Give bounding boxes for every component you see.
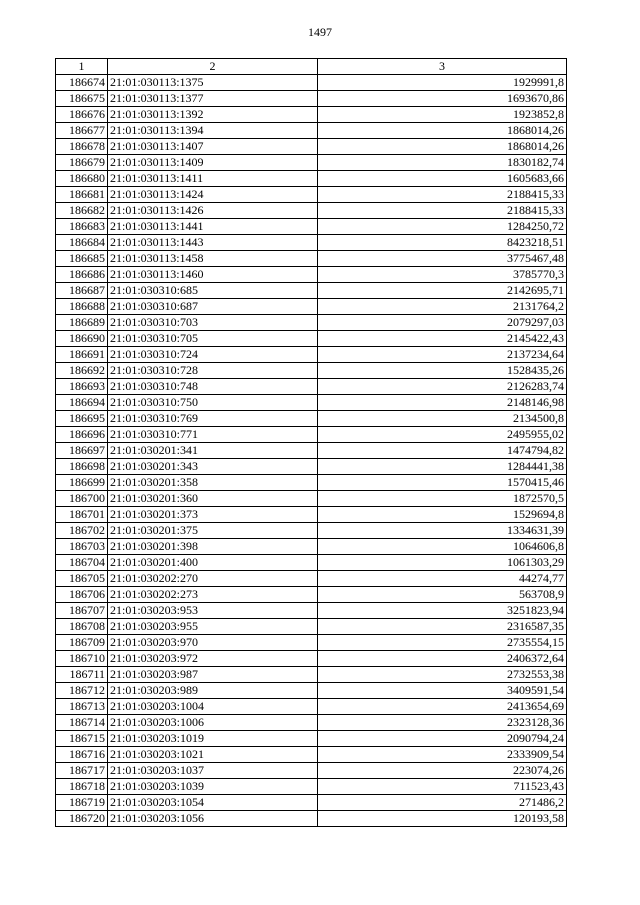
value-cell: 1570415,46 [318, 475, 567, 491]
page-number: 1497 [308, 25, 332, 39]
column-header-3: 3 [318, 59, 567, 75]
row-number-cell: 186710 [56, 651, 108, 667]
row-number-cell: 186709 [56, 635, 108, 651]
table-row [56, 699, 567, 715]
table-row [56, 187, 567, 203]
table-row [56, 731, 567, 747]
row-number-cell: 186695 [56, 411, 108, 427]
cadastral-number-cell: 21:01:030203:1004 [108, 699, 318, 715]
row-number-cell: 186692 [56, 363, 108, 379]
cadastral-number-cell: 21:01:030113:1443 [108, 235, 318, 251]
table-row [56, 91, 567, 107]
row-number-cell: 186687 [56, 283, 108, 299]
cadastral-number-cell: 21:01:030310:748 [108, 379, 318, 395]
table-row [56, 667, 567, 683]
value-cell: 2735554,15 [318, 635, 567, 651]
table-row [56, 523, 567, 539]
row-number-cell: 186700 [56, 491, 108, 507]
table-row [56, 603, 567, 619]
table-row [56, 747, 567, 763]
value-cell: 1334631,39 [318, 523, 567, 539]
table-row [56, 651, 567, 667]
row-number-cell: 186714 [56, 715, 108, 731]
row-number-cell: 186717 [56, 763, 108, 779]
cadastral-number-cell: 21:01:030310:769 [108, 411, 318, 427]
value-cell: 271486,2 [318, 795, 567, 811]
row-number-cell: 186698 [56, 459, 108, 475]
table-row [56, 267, 567, 283]
cadastral-number-cell: 21:01:030113:1458 [108, 251, 318, 267]
cadastral-number-cell: 21:01:030113:1392 [108, 107, 318, 123]
header-row [56, 59, 567, 75]
row-number-cell: 186708 [56, 619, 108, 635]
value-cell: 2145422,43 [318, 331, 567, 347]
value-cell: 1605683,66 [318, 171, 567, 187]
cadastral-number-cell: 21:01:030201:398 [108, 539, 318, 555]
value-cell: 3775467,48 [318, 251, 567, 267]
value-cell: 3409591,54 [318, 683, 567, 699]
row-number-cell: 186682 [56, 203, 108, 219]
cadastral-number-cell: 21:01:030310:685 [108, 283, 318, 299]
row-number-cell: 186686 [56, 267, 108, 283]
row-number-cell: 186683 [56, 219, 108, 235]
table-row [56, 427, 567, 443]
table-row [56, 587, 567, 603]
column-header-1: 1 [56, 59, 108, 75]
cadastral-number-cell: 21:01:030113:1394 [108, 123, 318, 139]
cadastral-number-cell: 21:01:030203:1037 [108, 763, 318, 779]
table-row [56, 763, 567, 779]
table-row [56, 395, 567, 411]
value-cell: 44274,77 [318, 571, 567, 587]
table-row [56, 779, 567, 795]
table-row [56, 811, 567, 827]
row-number-cell: 186684 [56, 235, 108, 251]
value-cell: 2406372,64 [318, 651, 567, 667]
row-number-cell: 186713 [56, 699, 108, 715]
cadastral-number-cell: 21:01:030201:360 [108, 491, 318, 507]
cadastral-number-cell: 21:01:030201:400 [108, 555, 318, 571]
cadastral-number-cell: 21:01:030201:358 [108, 475, 318, 491]
row-number-cell: 186697 [56, 443, 108, 459]
cadastral-number-cell: 21:01:030113:1377 [108, 91, 318, 107]
value-cell: 2142695,71 [318, 283, 567, 299]
cadastral-number-cell: 21:01:030203:1021 [108, 747, 318, 763]
value-cell: 2148146,98 [318, 395, 567, 411]
table-row [56, 459, 567, 475]
table-row [56, 363, 567, 379]
cadastral-number-cell: 21:01:030203:972 [108, 651, 318, 667]
cadastral-number-cell: 21:01:030310:705 [108, 331, 318, 347]
row-number-cell: 186688 [56, 299, 108, 315]
value-cell: 2188415,33 [318, 203, 567, 219]
value-cell: 1474794,82 [318, 443, 567, 459]
row-number-cell: 186678 [56, 139, 108, 155]
row-number-cell: 186691 [56, 347, 108, 363]
value-cell: 2137234,64 [318, 347, 567, 363]
table-row [56, 155, 567, 171]
row-number-cell: 186718 [56, 779, 108, 795]
cadastral-number-cell: 21:01:030113:1424 [108, 187, 318, 203]
row-number-cell: 186689 [56, 315, 108, 331]
value-cell: 2079297,03 [318, 315, 567, 331]
table-row [56, 171, 567, 187]
cadastral-number-cell: 21:01:030201:373 [108, 507, 318, 523]
table-row [56, 139, 567, 155]
row-number-cell: 186702 [56, 523, 108, 539]
cadastral-number-cell: 21:01:030310:703 [108, 315, 318, 331]
table-row [56, 379, 567, 395]
table-row [56, 75, 567, 91]
row-number-cell: 186712 [56, 683, 108, 699]
table-row [56, 331, 567, 347]
value-cell: 2333909,54 [318, 747, 567, 763]
cadastral-number-cell: 21:01:030310:724 [108, 347, 318, 363]
table-row [56, 411, 567, 427]
value-cell: 563708,9 [318, 587, 567, 603]
table-row [56, 235, 567, 251]
cadastral-number-cell: 21:01:030203:1006 [108, 715, 318, 731]
row-number-cell: 186704 [56, 555, 108, 571]
table-row [56, 475, 567, 491]
value-cell: 1868014,26 [318, 123, 567, 139]
cadastral-number-cell: 21:01:030201:341 [108, 443, 318, 459]
row-number-cell: 186699 [56, 475, 108, 491]
table-row [56, 443, 567, 459]
row-number-cell: 186674 [56, 75, 108, 91]
row-number-cell: 186703 [56, 539, 108, 555]
cadastral-number-cell: 21:01:030203:955 [108, 619, 318, 635]
value-cell: 1064606,8 [318, 539, 567, 555]
row-number-cell: 186701 [56, 507, 108, 523]
value-cell: 2134500,8 [318, 411, 567, 427]
row-number-cell: 186707 [56, 603, 108, 619]
value-cell: 1529694,8 [318, 507, 567, 523]
value-cell: 2413654,69 [318, 699, 567, 715]
row-number-cell: 186679 [56, 155, 108, 171]
table-row [56, 203, 567, 219]
row-number-cell: 186680 [56, 171, 108, 187]
value-cell: 1284250,72 [318, 219, 567, 235]
cadastral-number-cell: 21:01:030203:1039 [108, 779, 318, 795]
value-cell: 2732553,38 [318, 667, 567, 683]
table-row [56, 795, 567, 811]
cadastral-number-cell: 21:01:030203:1019 [108, 731, 318, 747]
value-cell: 2316587,35 [318, 619, 567, 635]
table-row [56, 491, 567, 507]
row-number-cell: 186677 [56, 123, 108, 139]
value-cell: 1284441,38 [318, 459, 567, 475]
cadastral-number-cell: 21:01:030113:1426 [108, 203, 318, 219]
cadastral-number-cell: 21:01:030201:343 [108, 459, 318, 475]
row-number-cell: 186720 [56, 811, 108, 827]
cadastral-number-cell: 21:01:030203:1054 [108, 795, 318, 811]
cadastral-number-cell: 21:01:030203:970 [108, 635, 318, 651]
row-number-cell: 186676 [56, 107, 108, 123]
value-cell: 1061303,29 [318, 555, 567, 571]
table-row [56, 619, 567, 635]
table-row [56, 539, 567, 555]
row-number-cell: 186681 [56, 187, 108, 203]
table-row [56, 347, 567, 363]
cadastral-number-cell: 21:01:030113:1407 [108, 139, 318, 155]
row-number-cell: 186706 [56, 587, 108, 603]
value-cell: 3251823,94 [318, 603, 567, 619]
table-body [56, 75, 567, 827]
cadastral-number-cell: 21:01:030310:687 [108, 299, 318, 315]
value-cell: 2126283,74 [318, 379, 567, 395]
row-number-cell: 186715 [56, 731, 108, 747]
table-row [56, 107, 567, 123]
cadastral-number-cell: 21:01:030113:1409 [108, 155, 318, 171]
table-row [56, 315, 567, 331]
table-row [56, 571, 567, 587]
row-number-cell: 186696 [56, 427, 108, 443]
cadastral-number-cell: 21:01:030310:728 [108, 363, 318, 379]
cadastral-number-cell: 21:01:030203:1056 [108, 811, 318, 827]
value-cell: 3785770,3 [318, 267, 567, 283]
table-row [56, 683, 567, 699]
value-cell: 223074,26 [318, 763, 567, 779]
value-cell: 2188415,33 [318, 187, 567, 203]
cadastral-number-cell: 21:01:030113:1441 [108, 219, 318, 235]
value-cell: 2323128,36 [318, 715, 567, 731]
table-row [56, 251, 567, 267]
table-row [56, 123, 567, 139]
column-header-2: 2 [108, 59, 318, 75]
value-cell: 711523,43 [318, 779, 567, 795]
table-row [56, 507, 567, 523]
row-number-cell: 186716 [56, 747, 108, 763]
value-cell: 1528435,26 [318, 363, 567, 379]
table-header [56, 59, 567, 75]
row-number-cell: 186719 [56, 795, 108, 811]
cadastral-number-cell: 21:01:030203:989 [108, 683, 318, 699]
table-row [56, 715, 567, 731]
row-number-cell: 186693 [56, 379, 108, 395]
data-table [55, 58, 567, 827]
value-cell: 1872570,5 [318, 491, 567, 507]
cadastral-number-cell: 21:01:030202:273 [108, 587, 318, 603]
cadastral-number-cell: 21:01:030203:953 [108, 603, 318, 619]
row-number-cell: 186685 [56, 251, 108, 267]
value-cell: 8423218,51 [318, 235, 567, 251]
value-cell: 1923852,8 [318, 107, 567, 123]
cadastral-number-cell: 21:01:030201:375 [108, 523, 318, 539]
cadastral-number-cell: 21:01:030310:771 [108, 427, 318, 443]
value-cell: 2131764,2 [318, 299, 567, 315]
table-row [56, 299, 567, 315]
table-row [56, 635, 567, 651]
value-cell: 1929991,8 [318, 75, 567, 91]
table-row [56, 219, 567, 235]
value-cell: 120193,58 [318, 811, 567, 827]
cadastral-number-cell: 21:01:030310:750 [108, 395, 318, 411]
row-number-cell: 186690 [56, 331, 108, 347]
cadastral-number-cell: 21:01:030113:1375 [108, 75, 318, 91]
cadastral-number-cell: 21:01:030202:270 [108, 571, 318, 587]
value-cell: 2090794,24 [318, 731, 567, 747]
row-number-cell: 186694 [56, 395, 108, 411]
cadastral-number-cell: 21:01:030113:1411 [108, 171, 318, 187]
row-number-cell: 186705 [56, 571, 108, 587]
value-cell: 1830182,74 [318, 155, 567, 171]
row-number-cell: 186675 [56, 91, 108, 107]
cadastral-number-cell: 21:01:030113:1460 [108, 267, 318, 283]
value-cell: 2495955,02 [318, 427, 567, 443]
row-number-cell: 186711 [56, 667, 108, 683]
table-row [56, 555, 567, 571]
value-cell: 1868014,26 [318, 139, 567, 155]
value-cell: 1693670,86 [318, 91, 567, 107]
table-row [56, 283, 567, 299]
cadastral-number-cell: 21:01:030203:987 [108, 667, 318, 683]
